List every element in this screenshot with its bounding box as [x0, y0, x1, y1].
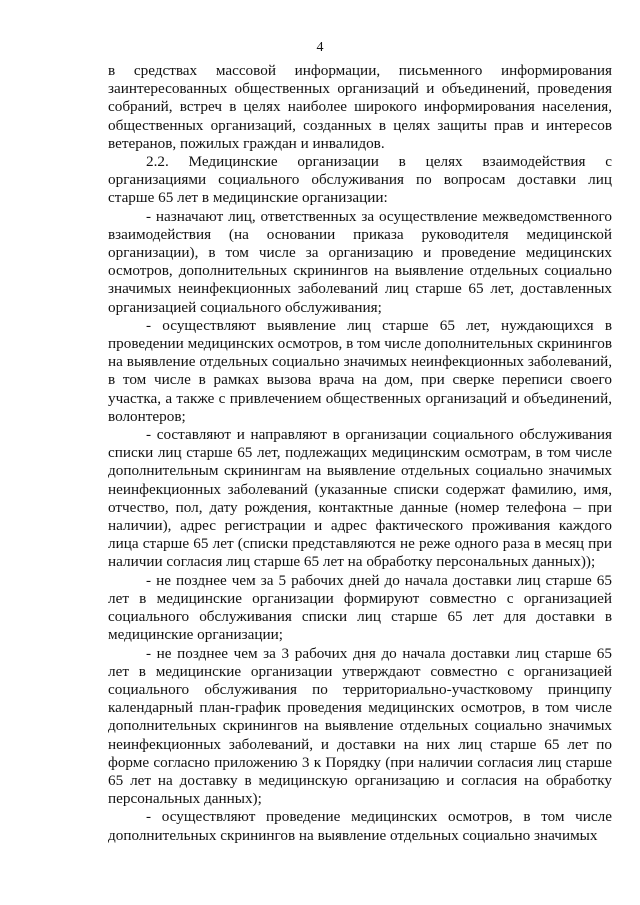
list-item-compile-lists: - составляют и направляют в организации социального обслуживания списки лиц старше 65 лет, подлежащих медицинским осмотрам, в том числе дополнительным скринингам на выявление отдельных социально значимых неинфекционных заболеваний (указанные списки содержат фамилию, имя, отчество, пол, дату рождения, контактные данные (номер телефона – при наличии), адрес регистрации и адрес фактического проживания каждого лица старше 65 лет (списки представляются не реже одного раза в месяц при наличии согласия лиц старше 65 лет на обработку персональных данных)); [108, 426, 612, 571]
list-item-identify-persons: - осуществляют выявление лиц старше 65 лет, нуждающихся в проведении медицинских осмотров, в том числе дополнительных скринингов на выявление отдельных социально значимых неинфекционных заболеваний, в том числе в рамках вызова врача на дом, при сверке переписи своего участка, а также с привлечением общественных организаций и объединений, волонтеров; [108, 316, 612, 425]
list-item-conduct-examinations: - осуществляют проведение медицинских осмотров, в том числе дополнительных скринингов на выявление отдельных социально значимых [108, 808, 612, 844]
list-item-appoint-responsible: - назначают лиц, ответственных за осуществление межведомственного взаимодействия (на основании приказа руководителя медицинской организации), в том числе за организацию и проведение медицинских осмотров, дополнительных скринингов на выявление отдельных социально значимых неинфекционных заболеваний лиц старше 65 лет, доставленных организацией социального обслуживания; [108, 207, 612, 316]
paragraph-section-2-2: 2.2. Медицинские организации в целях взаимодействия с организациями социального обслуживания по вопросам доставки лиц старше 65 лет в медицинские организации: [108, 153, 612, 207]
document-body [108, 62, 612, 845]
paragraph-media-info: в средствах массовой информации, письменного информирования заинтересованных общественных организаций и объединений, проведения собраний, встреч в целях наиболее широкого информирования населения, общественных организаций, созданных в целях защиты прав и интересов ветеранов, пожилых граждан и инвалидов. [108, 62, 612, 152]
page-number: 4 [316, 40, 324, 55]
list-item-approve-schedule-3-days: - не позднее чем за 3 рабочих дня до начала доставки лиц старше 65 лет в медицинские организации утверждают совместно с организацией социального обслуживания по территориально-участковому принципу календарный план-график проведения медицинских осмотров, в том числе дополнительных скринингов на выявление отдельных социально значимых неинфекционных заболеваний, и доставки на них лиц старше 65 лет по форме согласно приложению 3 к Порядку (при наличии согласия лиц старше 65 лет на доставку в медицинскую организацию и согласия на обработку персональных данных); [108, 644, 612, 808]
list-item-form-lists-5-days: - не позднее чем за 5 рабочих дней до начала доставки лиц старше 65 лет в медицинские организации формируют совместно с организацией социального обслуживания списки лиц старше 65 лет для доставки в медицинские организации; [108, 571, 612, 644]
